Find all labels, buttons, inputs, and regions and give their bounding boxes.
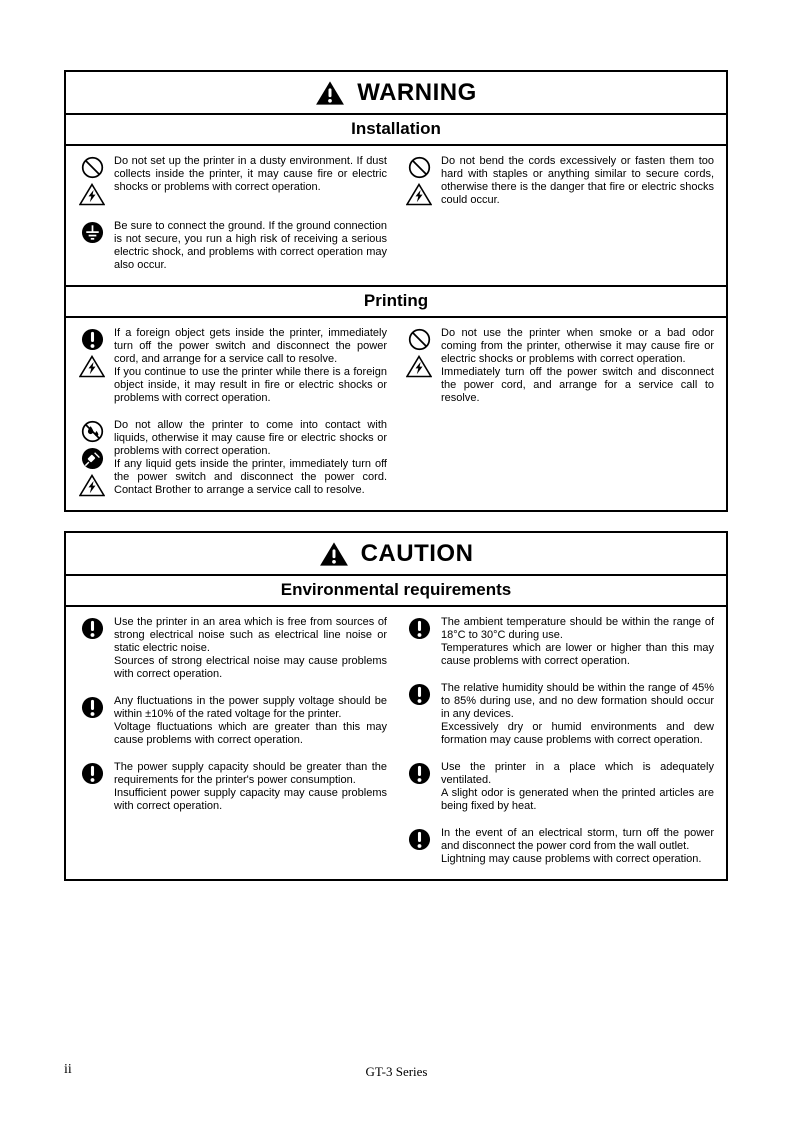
- exclamation-circle-icon: [408, 828, 431, 851]
- safety-item-icons: [405, 155, 433, 207]
- exclamation-circle-icon: [408, 762, 431, 785]
- safety-text-paragraph: Insufficient power supply capacity may cause problems with correct operation.: [114, 787, 387, 812]
- electric-shock-icon: [79, 183, 105, 206]
- exclamation-circle-icon: [81, 696, 104, 719]
- safety-text-paragraph: Do not allow the printer to come into contact with liquids, otherwise it may cause fire or electric shocks or problems with correct operation.: [114, 419, 387, 457]
- safety-text-paragraph: If any liquid gets inside the printer, immediately turn off the power switch and disconnect the power cord. Contact Brother to arrange a service call to resolve.: [114, 458, 387, 496]
- safety-item-text: [441, 682, 714, 747]
- warning-triangle-icon: [315, 80, 345, 106]
- safety-item: [405, 827, 714, 866]
- unplug-icon: [81, 447, 104, 470]
- printing-right-column: [405, 327, 714, 497]
- safety-text-paragraph: If you continue to use the printer while there is a foreign object inside, it may result in fire or electric shocks or problems with correct operation.: [114, 366, 387, 404]
- safety-item-icons: [78, 155, 106, 206]
- safety-item-text: [114, 155, 387, 206]
- exclamation-circle-icon: [81, 617, 104, 640]
- safety-text-paragraph: Be sure to connect the ground. If the ground connection is not secure, you run a high risk of receiving a serious electric shock, and problems with correct operation may also occur.: [114, 220, 387, 271]
- safety-item: [78, 220, 387, 272]
- printing-left-column: [78, 327, 387, 497]
- safety-item-text: [114, 761, 387, 813]
- safety-text-paragraph: A slight odor is generated when the printed articles are being fixed by heat.: [441, 787, 714, 812]
- safety-item: [78, 695, 387, 747]
- safety-item-icons: [405, 761, 433, 813]
- exclamation-circle-icon: [81, 328, 104, 351]
- safety-item-icons: [405, 682, 433, 747]
- caution-title: CAUTION: [360, 540, 474, 567]
- safety-item: [405, 327, 714, 405]
- installation-left-column: [78, 155, 387, 272]
- safety-text-paragraph: Do not use the printer when smoke or a bad odor coming from the printer, otherwise it may cause fire or electric shocks or problems with correct operation.: [441, 327, 714, 365]
- exclamation-circle-icon: [408, 617, 431, 640]
- section-title-printing: Printing: [66, 285, 726, 318]
- safety-item-icons: [405, 327, 433, 405]
- safety-item-text: [441, 327, 714, 405]
- safety-item-text: [114, 327, 387, 405]
- environmental-left-column: [78, 616, 387, 866]
- safety-item-icons: [405, 616, 433, 668]
- safety-text-paragraph: Excessively dry or humid environments and dew formation may cause problems with correct operation.: [441, 721, 714, 746]
- safety-text-paragraph: The relative humidity should be within the range of 45% to 85% during use, and no dew formation should occur in any devices.: [441, 682, 714, 720]
- safety-item-text: [441, 155, 714, 207]
- safety-text-paragraph: The ambient temperature should be within the range of 18°C to 30°C during use.: [441, 616, 714, 641]
- safety-text-paragraph: Use the printer in an area which is free from sources of strong electrical noise such as electrical line noise or static electric noise.: [114, 616, 387, 654]
- electric-shock-icon: [79, 474, 105, 497]
- exclamation-circle-icon: [408, 683, 431, 706]
- exclamation-circle-icon: [81, 762, 104, 785]
- environmental-content: [66, 607, 726, 879]
- safety-text-paragraph: Voltage fluctuations which are greater than this may cause problems with correct operation.: [114, 721, 387, 746]
- section-title-environmental: Environmental requirements: [66, 576, 726, 607]
- safety-text-paragraph: Sources of strong electrical noise may cause problems with correct operation.: [114, 655, 387, 680]
- safety-item-icons: [78, 327, 106, 405]
- safety-item: [78, 327, 387, 405]
- safety-text-paragraph: If a foreign object gets inside the printer, immediately turn off the power switch and disconnect the power cord, and arrange for a service call to resolve.: [114, 327, 387, 365]
- safety-item-text: [441, 827, 714, 866]
- safety-text-paragraph: Lightning may cause problems with correct operation.: [441, 853, 702, 865]
- warning-header: [66, 72, 726, 115]
- safety-item: [405, 616, 714, 668]
- safety-text-paragraph: The power supply capacity should be greater than the requirements for the printer's power consumption.: [114, 761, 387, 786]
- electric-shock-icon: [406, 183, 432, 206]
- safety-text-paragraph: Temperatures which are lower or higher than this may cause problems with correct operation.: [441, 642, 714, 667]
- electric-shock-icon: [406, 355, 432, 378]
- safety-item: [405, 761, 714, 813]
- safety-item-icons: [405, 827, 433, 866]
- safety-item-icons: [78, 695, 106, 747]
- prohibition-icon: [81, 156, 104, 179]
- no-liquid-icon: [81, 420, 104, 443]
- safety-item: [78, 616, 387, 681]
- prohibition-icon: [408, 156, 431, 179]
- warning-triangle-icon: [319, 541, 349, 567]
- page-number: ii: [64, 1062, 72, 1077]
- electric-shock-icon: [79, 355, 105, 378]
- caution-header: [66, 533, 726, 576]
- safety-item-text: [114, 220, 387, 272]
- safety-text-paragraph: Any fluctuations in the power supply voltage should be within ±10% of the rated voltage for the printer.: [114, 695, 387, 720]
- safety-item-icons: [78, 220, 106, 272]
- safety-item-icons: [78, 616, 106, 681]
- safety-item: [78, 155, 387, 206]
- safety-text-paragraph: Do not bend the cords excessively or fasten them too hard with staples or anything similar to secure cords, otherwise there is the danger that fire or electric shocks could occur.: [441, 155, 714, 206]
- environmental-right-column: [405, 616, 714, 866]
- ground-icon: [81, 221, 104, 244]
- safety-text-paragraph: In the event of an electrical storm, turn off the power and disconnect the power cord from the wall outlet.: [441, 827, 714, 852]
- safety-item-icons: [78, 761, 106, 813]
- installation-content: [66, 146, 726, 285]
- safety-text-paragraph: Immediately turn off the power switch and disconnect the power cord, and arrange for a service call to resolve.: [441, 366, 714, 404]
- safety-item-icons: [78, 419, 106, 497]
- warning-title: WARNING: [357, 79, 477, 106]
- warning-box: [64, 70, 728, 512]
- safety-item-text: [114, 616, 387, 681]
- safety-text-paragraph: Do not set up the printer in a dusty environment. If dust collects inside the printer, it may cause fire or electric shocks or problems with correct operation.: [114, 155, 387, 193]
- caution-box: [64, 531, 728, 881]
- safety-item: [78, 419, 387, 497]
- installation-right-column: [405, 155, 714, 272]
- safety-text-paragraph: Use the printer in a place which is adequately ventilated.: [441, 761, 714, 786]
- prohibition-icon: [408, 328, 431, 351]
- doc-title: GT-3 Series: [365, 1064, 428, 1079]
- safety-item: [405, 682, 714, 747]
- safety-item-text: [441, 616, 714, 668]
- safety-item-text: [114, 695, 387, 747]
- printing-content: [66, 318, 726, 510]
- safety-item: [78, 761, 387, 813]
- safety-item: [405, 155, 714, 207]
- safety-item-text: [441, 761, 714, 813]
- section-title-installation: Installation: [66, 115, 726, 146]
- safety-item-text: [114, 419, 387, 497]
